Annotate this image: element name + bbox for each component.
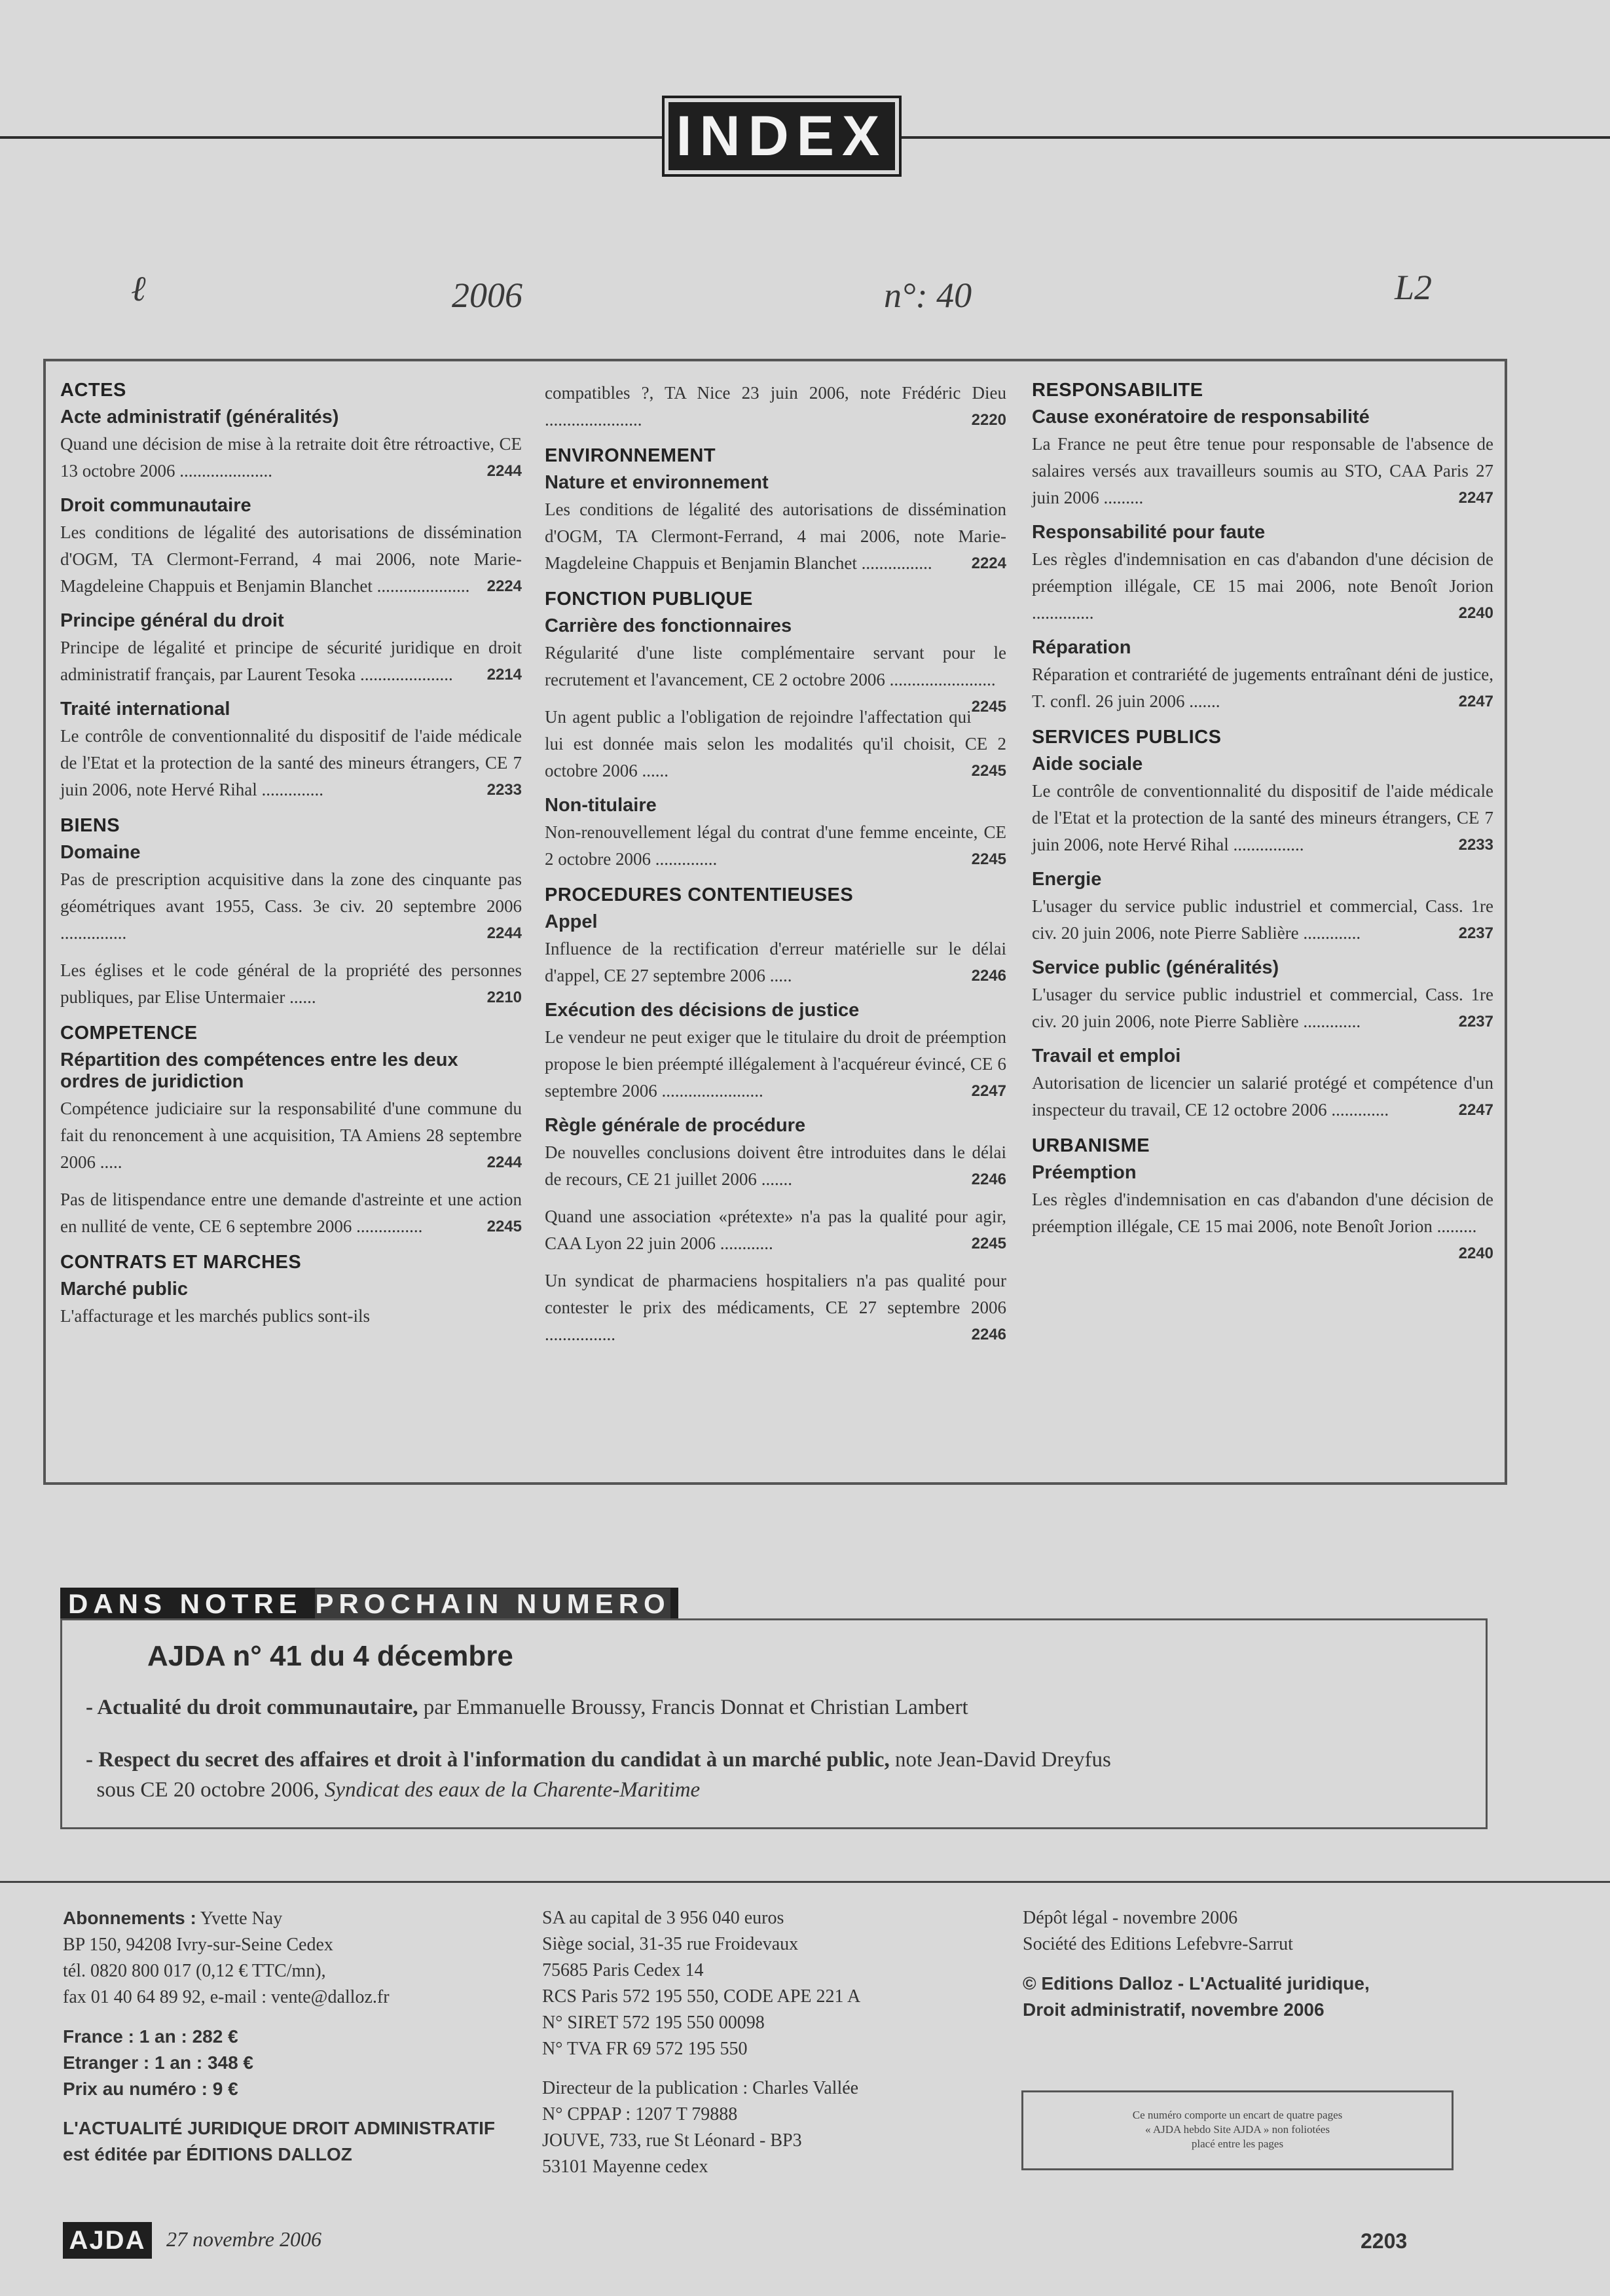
subsection-heading: Répartition des compétences entre les deux ordres de juridiction (60, 1049, 458, 1092)
index-title: INDEX (665, 98, 899, 174)
index-entry: L'usager du service public industriel et commercial, Cass. 1re civ. 20 juin 2006, note Pierre Sablière ............. 2237 (1032, 981, 1493, 1035)
section-heading: URBANISME (1032, 1135, 1150, 1156)
section-heading: CONTRATS ET MARCHES (60, 1252, 302, 1273)
index-entry: Compétence judiciaire sur la responsabilité d'une commune du fait du renoncement à une acquisition, TA Amiens 28 septembre 2006 ..... 2244 (60, 1095, 522, 1176)
subsection-heading: Service public (généralités) (1032, 957, 1279, 978)
page-ref: 2245 (971, 850, 1006, 868)
page-ref: 2237 (1458, 1013, 1493, 1030)
subsection-heading: Domaine (60, 842, 141, 863)
page-ref: 2245 (486, 1218, 522, 1235)
handwritten-mark: ℓ (131, 269, 146, 308)
index-entry: Quand une association «prétexte» n'a pas la qualité pour agir, CAA Lyon 22 juin 2006 ............ 2245 (545, 1203, 1006, 1257)
index-column-1 (60, 380, 522, 1340)
handwritten-issue: n°: 40 (884, 276, 972, 315)
index-entry: L'usager du service public industriel et commercial, Cass. 1re civ. 20 juin 2006, note Pierre Sablière ............. 2237 (1032, 893, 1493, 947)
page-ref: 2247 (1458, 1101, 1493, 1119)
subsection-heading: Principe général du droit (60, 610, 284, 631)
footer-subscriptions: Abonnements : Yvette Nay BP 150, 94208 Ivry-sur-Seine Cedex tél. 0820 800 017 (0,12 € TTC/mn), fax 01 40 64 89 92, e-mail : vente@dalloz.fr France : 1 an : 282 € Etranger : 1 an : 348 € Prix au numéro : 9 € L'ACTUALITÉ JURIDIQUE DROIT ADMINISTRATIF est éditée par ÉDITIONS DALLOZ (63, 1908, 495, 2164)
page-ref: 2247 (1458, 693, 1493, 710)
index-entry: Les règles d'indemnisation en cas d'abandon d'une décision de préemption illégale, CE 15 mai 2006, note Benoît Jorion ......... 2240 (1032, 1186, 1493, 1240)
page-ref: 2224 (486, 577, 522, 595)
index-entry: Un syndicat de pharmaciens hospitaliers n'a pas qualité pour contester le prix des médicaments, CE 27 septembre 2006 ................ 2246 (545, 1267, 1006, 1348)
index-entry: Quand une décision de mise à la retraite doit être rétroactive, CE 13 octobre 2006 ..................... 2244 (60, 431, 522, 484)
index-entry: L'affacturage et les marchés publics sont-ils (60, 1306, 370, 1326)
next-issue-box (60, 1618, 1488, 1829)
index-column-2 (545, 380, 1006, 1358)
page-ref: 2233 (1458, 836, 1493, 854)
subsection-heading: Responsabilité pour faute (1032, 522, 1266, 543)
next-issue-item: - Actualité du droit communautaire, par Emmanuelle Broussy, Francis Donnat et Christian Lambert (86, 1696, 968, 1719)
next-issue-tab-a: DANS NOTRE (68, 1588, 316, 1619)
handwritten-year: 2006 (452, 276, 522, 315)
index-entry: Les églises et le code général de la propriété des personnes publiques, par Elise Untermaier ...... 2210 (60, 957, 522, 1011)
index-entry: Les conditions de légalité des autorisations de dissémination d'OGM, TA Clermont-Ferrand, 4 mai 2006, note Marie-Magdeleine Chappuis et Benjamin Blanchet ................ 2224 (545, 496, 1006, 577)
page-ref: 2224 (971, 555, 1006, 572)
index-entry: Pas de prescription acquisitive dans la zone des cinquante pas géométriques avant 1955, Cass. 3e civ. 20 septembre 2006 ............... 2244 (60, 866, 522, 947)
page-ref: 2214 (486, 666, 522, 683)
page-ref: 2244 (486, 1154, 522, 1171)
ajda-logo: AJDA (63, 2222, 152, 2259)
index-entry: Autorisation de licencier un salarié protégé et compétence d'un inspecteur du travail, CE 12 octobre 2006 ............. 2247 (1032, 1070, 1493, 1123)
page-ref: 2245 (971, 762, 1006, 780)
page-ref: 2244 (486, 462, 522, 480)
page-ref: 2246 (971, 1326, 1006, 1343)
index-entry: De nouvelles conclusions doivent être introduites dans le délai de recours, CE 21 juillet 2006 ....... 2246 (545, 1139, 1006, 1193)
page-ref: 2246 (971, 967, 1006, 985)
subsection-heading: Exécution des décisions de justice (545, 1000, 860, 1021)
next-issue-title: AJDA n° 41 du 4 décembre (147, 1640, 513, 1672)
footer-legal: Dépôt légal - novembre 2006 Société des Editions Lefebvre-Sarrut © Editions Dalloz - L'Actualité juridique, Droit administratif, novembre 2006 (1023, 1908, 1370, 2020)
next-issue-tab (60, 1588, 678, 1620)
subsection-heading: Marché public (60, 1279, 188, 1300)
section-heading: ENVIRONNEMENT (545, 445, 716, 466)
subsection-heading: Non-titulaire (545, 795, 657, 816)
handwritten-code: L2 (1395, 268, 1433, 307)
footer-company: SA au capital de 3 956 040 euros Siège social, 31-35 rue Froidevaux 75685 Paris Cedex 14 RCS Paris 572 195 550, CODE APE 221 A N° SIRET 572 195 550 00098 N° TVA FR 69 572 195 550 Directeur de la publication : Charles Vallée N° CPPAP : 1207 T 79888 JOUVE, 733, rue St Léonard - BP3 53101 Mayenne cedex (542, 1908, 861, 2177)
index-entry: Le contrôle de conventionnalité du dispositif de l'aide médicale de l'Etat et la protection de la santé des mineurs étrangers, CE 7 juin 2006, note Hervé Rihal .............. 2233 (60, 723, 522, 803)
subsection-heading: Nature et environnement (545, 472, 769, 493)
footer-rule (0, 1881, 1610, 1883)
index-entry: Non-renouvellement légal du contrat d'une femme enceinte, CE 2 octobre 2006 .............. 2245 (545, 819, 1006, 873)
page-ref: 2247 (971, 1082, 1006, 1100)
index-entry: Principe de légalité et principe de sécurité juridique en droit administratif français, par Laurent Tesoka ..................... 2214 (60, 634, 522, 688)
issue-date: 27 novembre 2006 (166, 2227, 321, 2251)
page-ref: 2244 (486, 924, 522, 942)
subsection-heading: Réparation (1032, 637, 1131, 658)
subsection-heading: Acte administratif (généralités) (60, 407, 339, 428)
index-entry: Un agent public a l'obligation de rejoindre l'affectation qui lui est donnée mais selon les modalités qu'il choisit, CE 2 octobre 2006 ...... 2245 (545, 704, 1006, 784)
section-heading: ACTES (60, 380, 126, 401)
page-ref: 2246 (971, 1171, 1006, 1188)
index-entry: compatibles ?, TA Nice 23 juin 2006, note Frédéric Dieu ...................... 2220 (545, 380, 1006, 433)
page-ref: 2233 (486, 781, 522, 799)
subsection-heading: Carrière des fonctionnaires (545, 615, 792, 636)
subsection-heading: Préemption (1032, 1162, 1137, 1183)
section-heading: FONCTION PUBLIQUE (545, 589, 753, 610)
index-entry: Le vendeur ne peut exiger que le titulaire du droit de préemption propose le bien préempté illégalement à l'acquéreur évincé, CE 6 septembre 2006 ....................... 2247 (545, 1024, 1006, 1104)
index-entry: Influence de la rectification d'erreur matérielle sur le délai d'appel, CE 27 septembre 2006 ..... 2246 (545, 936, 1006, 989)
index-frame (43, 359, 1507, 1485)
subsection-heading: Energie (1032, 869, 1102, 890)
index-entry: Régularité d'une liste complémentaire servant pour le recrutement et l'avancement, CE 2 octobre 2006 ........................ 2245 (545, 640, 1006, 693)
index-entry: Le contrôle de conventionnalité du dispositif de l'aide médicale de l'Etat et la protection de la santé des mineurs étrangers, CE 7 juin 2006, note Hervé Rihal ................ 2233 (1032, 778, 1493, 858)
subsection-heading: Droit communautaire (60, 495, 251, 516)
subsection-heading: Traité international (60, 699, 230, 720)
page-ref: 2247 (1458, 489, 1493, 507)
index-column-3 (1032, 380, 1493, 1267)
next-issue-tab-b: PROCHAIN NUMERO (315, 1588, 670, 1619)
subsection-heading: Travail et emploi (1032, 1046, 1181, 1066)
index-entry: Réparation et contrariété de jugements entraînant déni de justice, T. confl. 26 juin 2006 ....... 2247 (1032, 661, 1493, 715)
next-issue-item: - Respect du secret des affaires et droit à l'information du candidat à un marché public, note Jean-David Dreyfus sous CE 20 octobre 2006, Syndicat des eaux de la Charente-Maritime (86, 1748, 1111, 1802)
subsection-heading: Appel (545, 911, 598, 932)
section-heading: RESPONSABILITE (1032, 380, 1203, 401)
index-entry: Les règles d'indemnisation en cas d'abandon d'une décision de préemption illégale, CE 15 mai 2006, note Benoît Jorion .............. 2240 (1032, 546, 1493, 627)
subsection-heading: Cause exonératoire de responsabilité (1032, 407, 1370, 428)
subsection-heading: Règle générale de procédure (545, 1115, 806, 1136)
subsection-heading: Aide sociale (1032, 754, 1143, 774)
page-ref: 2237 (1458, 924, 1493, 942)
section-heading: SERVICES PUBLICS (1032, 727, 1222, 748)
page-number: 2203 (1361, 2229, 1408, 2253)
insert-notice: Ce numéro comporte un encart de quatre pages « AJDA hebdo Site AJDA » non foliotées placé entre les pages (1021, 2090, 1454, 2170)
page-ref: 2240 (1458, 604, 1493, 622)
section-heading: PROCEDURES CONTENTIEUSES (545, 884, 854, 905)
index-entry: La France ne peut être tenue pour responsable de l'absence de salaires versés aux travailleurs soumis au STO, CAA Paris 27 juin 2006 ......... 2247 (1032, 431, 1493, 511)
page-ref: 2245 (971, 1235, 1006, 1252)
page-ref: 2245 (971, 698, 1006, 716)
section-heading: BIENS (60, 815, 120, 836)
page-ref: 2240 (1458, 1245, 1493, 1262)
section-heading: COMPETENCE (60, 1023, 198, 1044)
index-entry: Les conditions de légalité des autorisations de dissémination d'OGM, TA Clermont-Ferrand, 4 mai 2006, note Marie-Magdeleine Chappuis et Benjamin Blanchet ..................... 2224 (60, 519, 522, 600)
index-entry: Pas de litispendance entre une demande d'astreinte et une action en nullité de vente, CE 6 septembre 2006 ............... 2245 (60, 1186, 522, 1240)
page-ref: 2220 (971, 411, 1006, 429)
page-ref: 2210 (486, 989, 522, 1006)
